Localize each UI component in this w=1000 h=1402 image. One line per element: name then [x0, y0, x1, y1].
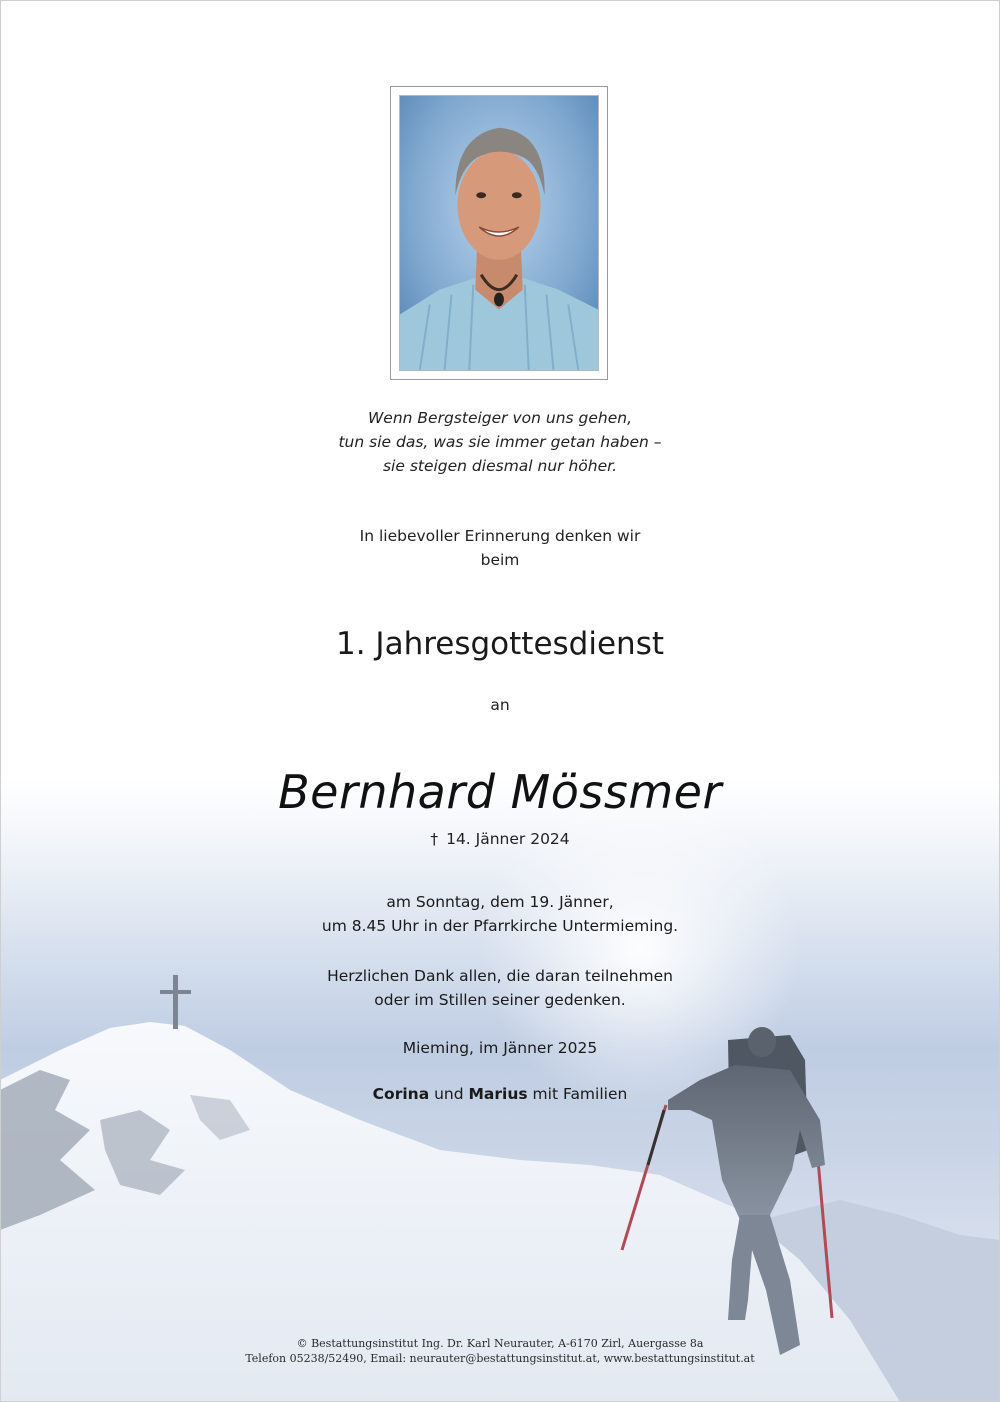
intro-text — [0, 524, 1000, 572]
family-suffix: mit Familien — [527, 1085, 628, 1103]
intro-line: In liebevoller Erinnerung denken wir — [359, 527, 641, 545]
quote-line: Wenn Bergsteiger von uns gehen, — [367, 409, 633, 427]
deceased-name: Bernhard Mössmer — [278, 765, 722, 819]
death-date — [0, 828, 1000, 850]
connector-text: an — [490, 696, 510, 714]
family-signature — [0, 1082, 1000, 1106]
thanks-line: Herzlichen Dank allen, die daran teilnehmen — [327, 967, 673, 985]
footer-line: © Bestattungsinstitut Ing. Dr. Karl Neurauter, A-6170 Zirl, Auergasse 8a — [296, 1337, 704, 1350]
quote-line: tun sie das, was sie immer getan haben – — [338, 433, 662, 451]
intro-line: beim — [480, 551, 520, 569]
service-title: 1. Jahresgottesdienst — [336, 626, 664, 662]
details-line: um 8.45 Uhr in der Pfarrkirche Untermieming. — [321, 917, 679, 935]
memorial-quote — [0, 406, 1000, 478]
footer-line: Telefon 05238/52490, Email: neurauter@bestattungsinstitut.at, www.bestattungsinstitut.at — [245, 1352, 755, 1365]
cross-icon: † — [430, 830, 439, 848]
footer-imprint — [0, 1336, 1000, 1366]
family-name: Corina — [372, 1085, 430, 1103]
family-and: und — [429, 1085, 469, 1103]
thanks-text — [0, 964, 1000, 1012]
place-date: Mieming, im Jänner 2025 — [402, 1039, 598, 1057]
family-name: Marius — [468, 1085, 528, 1103]
portrait-frame — [390, 86, 608, 380]
thanks-line: oder im Stillen seiner gedenken. — [374, 991, 626, 1009]
quote-line: sie steigen diesmal nur höher. — [382, 457, 618, 475]
death-date-text: 14. Jänner 2024 — [446, 830, 570, 848]
service-details — [0, 890, 1000, 938]
details-line: am Sonntag, dem 19. Jänner, — [386, 893, 614, 911]
portrait-photo — [399, 95, 599, 371]
